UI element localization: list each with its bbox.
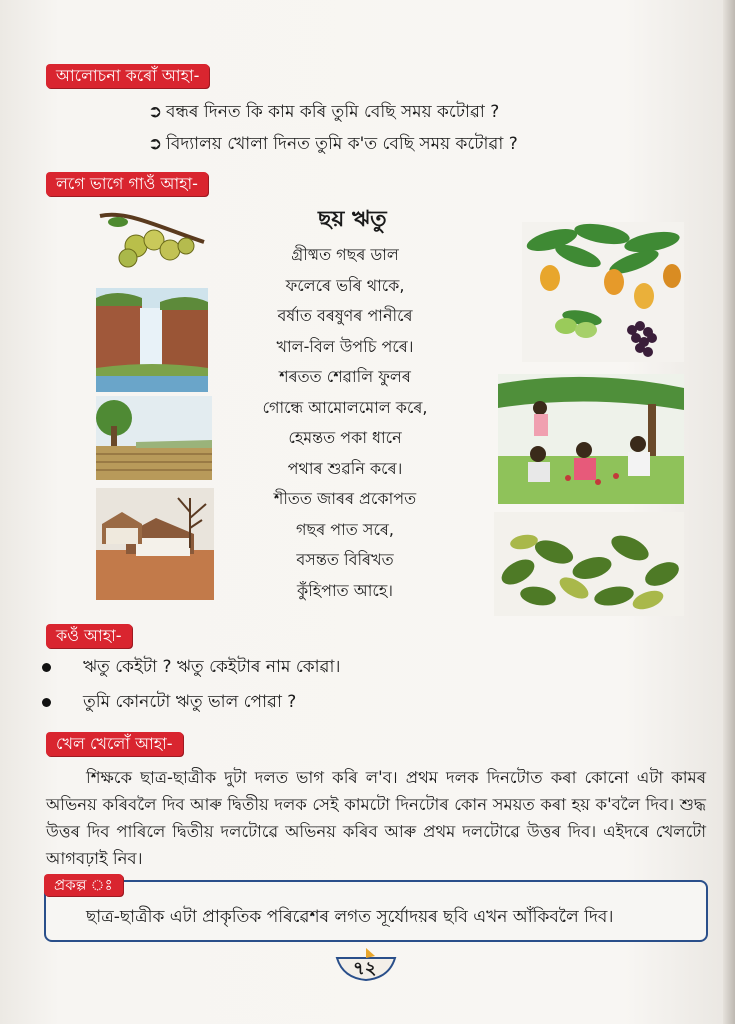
poem-line: বৰ্ষাত বৰষুণৰ পানীৰে bbox=[277, 306, 413, 325]
mango-tree-illustration bbox=[522, 222, 684, 362]
project-text: ছাত্ৰ-ছাত্ৰীক এটা প্ৰাকৃতিক পৰিৱেশৰ লগত সূৰ্যোদয়ৰ ছবি এখন আঁকিবলৈ দিব। bbox=[86, 907, 614, 927]
discuss-question-2: ➲ বিদ্যালয় খোলা দিনত তুমি ক'ত বেছি সময় কটোৱা ? bbox=[148, 134, 518, 154]
arrow-bullet-icon: ➲ bbox=[148, 134, 163, 154]
say-item-1: ঋতু কেইটা ? ঋতু কেইটাৰ নাম কোৱা। bbox=[42, 654, 341, 682]
poem-line: গছৰ পাত সৰে, bbox=[296, 519, 394, 539]
play-instructions: শিক্ষকে ছাত্ৰ-ছাত্ৰীক দুটা দলত ভাগ কৰি ল'ব। প্ৰথম দলক দিনটোত কৰা কোনো এটা কামৰ অভিনয় কৰিবলৈ দিব আৰু দ্বিতীয় দলক সেই কামটো দিনটোৰ কোন সময়ত কৰা হয় ক'বলৈ দিব। শুদ্ধ উত্তৰ দিব পাৰিলে দ্বিতীয় দলটোৱে অভিনয় কৰিব আৰু প্ৰথম দলটোৱে উত্তৰ দিব। এইদৰে খেলটো আগবঢ়াই নিব। bbox=[46, 768, 706, 868]
discuss-question-1: ➲ বন্ধৰ দিনত কি কাম কৰি তুমি বেছি সময় কটোৱা ? bbox=[148, 102, 500, 122]
say-heading: কওঁ আহা- bbox=[46, 624, 132, 648]
project-heading: প্ৰকল্প ঃ bbox=[44, 874, 123, 896]
page-number-badge bbox=[335, 948, 397, 982]
poem-line: গোন্ধে আমোলমোল কৰে, bbox=[262, 397, 428, 417]
say-item-2: তুমি কোনটো ঋতু ভাল পোৱা ? bbox=[42, 689, 296, 717]
discuss-heading: আলোচনা কৰোঁ আহা- bbox=[46, 64, 209, 88]
poem-line: শৰতত শেৱালি ফুলৰ bbox=[279, 367, 411, 386]
bullet-dot-icon bbox=[42, 698, 51, 707]
page-edge bbox=[723, 0, 735, 1024]
play-heading: খেল খেলোঁ আহা- bbox=[46, 732, 183, 756]
poem-line: পথাৰ শুৱনি কৰে। bbox=[287, 458, 403, 478]
winter-village-illustration bbox=[96, 488, 214, 600]
poem-line: কুঁহিপাত আহে। bbox=[297, 580, 393, 600]
poem-body bbox=[240, 240, 450, 606]
children-flowers-illustration bbox=[498, 374, 684, 504]
waterfall-illustration bbox=[96, 288, 208, 392]
project-box bbox=[44, 876, 708, 942]
spring-leaves-illustration bbox=[494, 512, 684, 616]
arrow-bullet-icon: ➲ bbox=[148, 102, 163, 122]
fruit-branch-illustration bbox=[96, 206, 208, 272]
poem-line: বসন্তত বিৰিখত bbox=[296, 550, 394, 569]
page-number: ৭২ bbox=[353, 958, 377, 979]
sing-heading: লগে ভাগে গাওঁ আহা- bbox=[46, 172, 208, 196]
paddy-field-illustration bbox=[96, 396, 212, 480]
poem-line: গ্ৰীষ্মত গছৰ ডাল bbox=[291, 245, 399, 264]
poem-line: ফলেৰে ভৰি থাকে, bbox=[285, 275, 405, 295]
poem-line: হেমন্তত পকা ধানে bbox=[288, 428, 402, 447]
poem-line: শীতত জাৰৰ প্ৰকোপত bbox=[273, 489, 417, 508]
bullet-dot-icon bbox=[42, 663, 51, 672]
poem-line: খাল-বিল উপচি পৰে। bbox=[276, 336, 414, 356]
poem-title: ছয় ঋতু bbox=[318, 207, 387, 232]
